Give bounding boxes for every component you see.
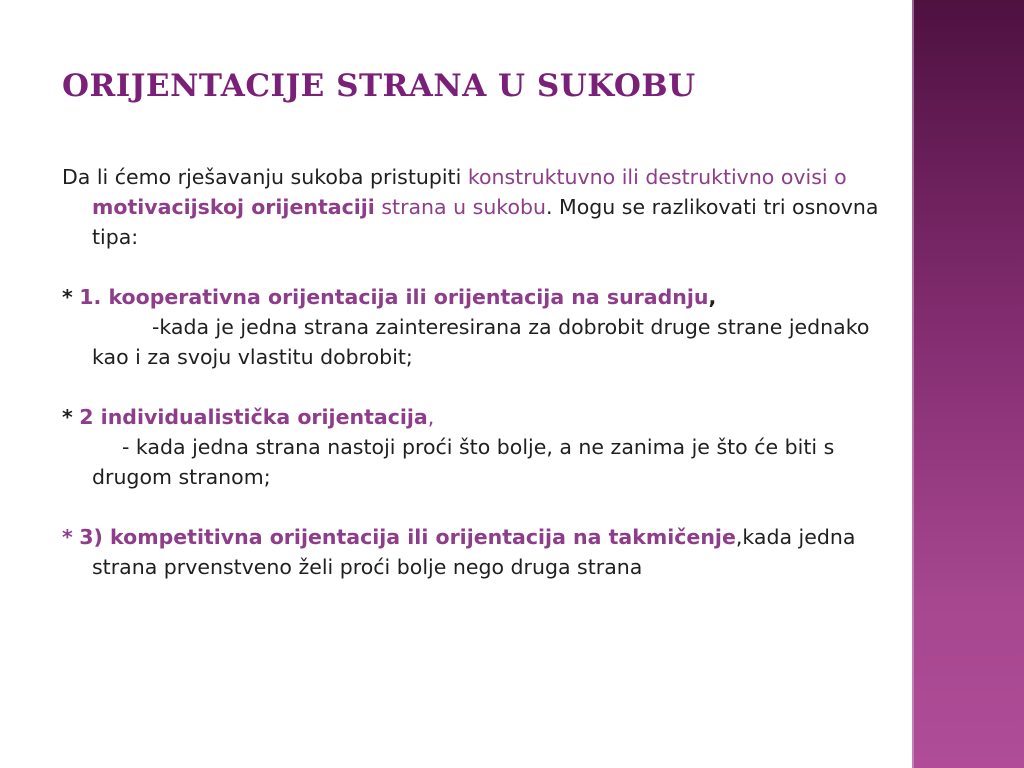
intro-lead: Da li ćemo rješavanju sukoba pristupiti bbox=[62, 165, 468, 189]
bullet-star: * bbox=[62, 285, 73, 309]
bullet-star: * bbox=[62, 525, 73, 549]
item-2-description bbox=[62, 432, 882, 492]
intro-accent-tail: strana u sukobu bbox=[374, 195, 546, 219]
item-1-punct: , bbox=[708, 285, 717, 309]
item-3-paragraph bbox=[62, 522, 882, 582]
intro-paragraph bbox=[62, 162, 882, 252]
item-3-title: 3) kompetitivna orijentacija ili orijentacija na takmičenje bbox=[79, 525, 736, 549]
item-1-description bbox=[62, 312, 882, 372]
intro-tail: . Mogu se razlikovati tri osnovna tipa: bbox=[92, 195, 879, 249]
decorative-side-band bbox=[912, 0, 1024, 768]
item-1-heading bbox=[62, 282, 882, 312]
bullet-star: * bbox=[62, 405, 73, 429]
slide-body bbox=[62, 162, 882, 582]
intro-accent: konstruktuvno ili destruktivno ovisi o bbox=[467, 165, 847, 189]
item-2-text: - kada jedna strana nastoji proći što bolje, a ne zanima je što će biti s drugom stranom; bbox=[92, 435, 835, 489]
item-3-text: ,kada jedna strana prvenstveno želi proći bolje nego druga strana bbox=[92, 525, 856, 579]
item-2-punct: , bbox=[427, 405, 435, 429]
intro-accent-bold: motivacijskoj orijentaciji bbox=[92, 195, 375, 219]
item-2-title: 2 individualistička orijentacija bbox=[79, 405, 428, 429]
item-1-title: 1. kooperativna orijentacija ili orijentacija na suradnju bbox=[79, 285, 709, 309]
item-1-text: -kada je jedna strana zainteresirana za dobrobit druge strane jednako kao i za svoju vlastitu dobrobit; bbox=[92, 315, 870, 369]
slide-title: ORIJENTACIJE STRANA U SUKOBU bbox=[62, 68, 696, 104]
item-2-heading bbox=[62, 402, 882, 432]
